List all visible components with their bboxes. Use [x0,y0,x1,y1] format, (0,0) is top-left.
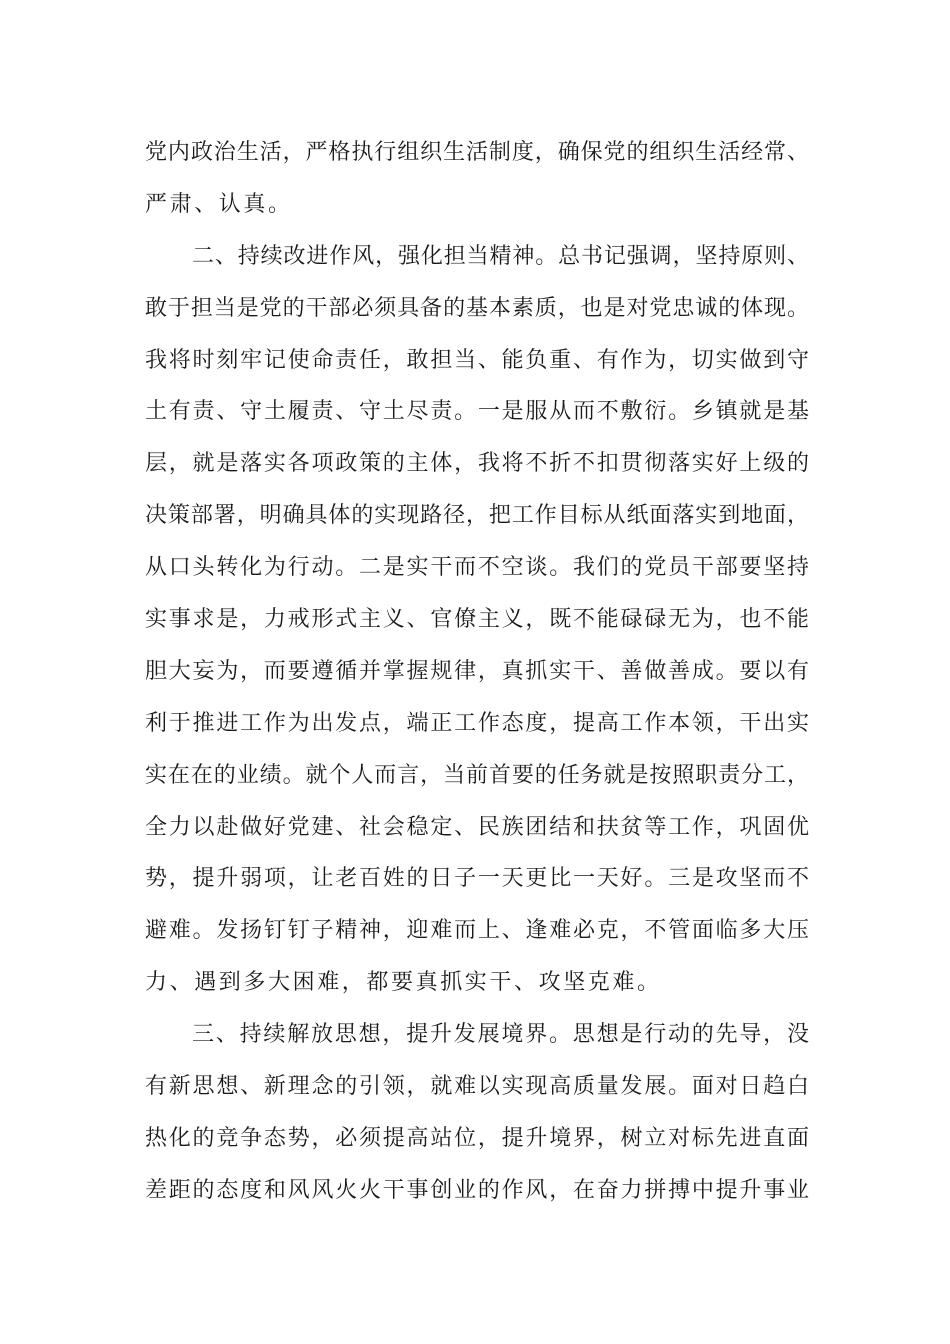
text-line: 有新思想、新理念的引领，就难以实现高质量发展。面对日趋白 [145,1074,809,1100]
text-line: 党内政治生活，严格执行组织生活制度，确保党的组织生活经常、 [145,140,809,165]
paragraph-heading-line: 二、持续改进作风，强化担当精神。总书记强调，坚持原则、 [192,243,809,269]
text-line: 敢于担当是党的干部必须具备的基本素质，也是对党忠诚的体现。 [145,295,809,321]
text-line: 严肃、认真。 [145,191,293,217]
text-line: 差距的态度和风风火火干事创业的作风，在奋力拼搏中提升事业 [145,1177,809,1203]
paragraph-heading-line: 三、持续解放思想，提升发展境界。思想是行动的先导，没 [192,1022,809,1048]
text-line: 层，就是落实各项政策的主体，我将不折不扣贯彻落实好上级的 [145,451,809,477]
text-line: 力、遇到多大困难，都要真抓实干、攻坚克难。 [145,970,662,996]
text-line: 全力以赴做好党建、社会稳定、民族团结和扶贫等工作，巩固优 [145,814,809,840]
text-line: 利于推进工作为出发点，端正工作态度，提高工作本领，干出实 [145,710,809,736]
text-line: 我将时刻牢记使命责任，敢担当、能负重、有作为，切实做到守 [145,347,809,373]
text-line: 避难。发扬钉钉子精神，迎难而上、逢难必克，不管面临多大压 [145,918,809,944]
text-line: 土有责、守土履责、守土尽责。一是服从而不敷衍。乡镇就是基 [145,399,809,425]
text-line: 势，提升弱项，让老百姓的日子一天更比一天好。三是攻坚而不 [145,866,809,892]
text-line: 热化的竞争态势，必须提高站位，提升境界，树立对标先进直面 [145,1125,809,1151]
text-line: 决策部署，明确具体的实现路径，把工作目标从纸面落实到地面， [145,503,809,529]
text-line: 实在在的业绩。就个人而言，当前首要的任务就是按照职责分工， [145,762,809,788]
text-line: 胆大妄为，而要遵循并掌握规律，真抓实干、善做善成。要以有 [145,658,809,684]
text-line: 从口头转化为行动。二是实干而不空谈。我们的党员干部要坚持 [145,555,809,581]
text-line: 实事求是，力戒形式主义、官僚主义，既不能碌碌无为，也不能 [145,607,809,633]
body-text [145,127,809,1217]
